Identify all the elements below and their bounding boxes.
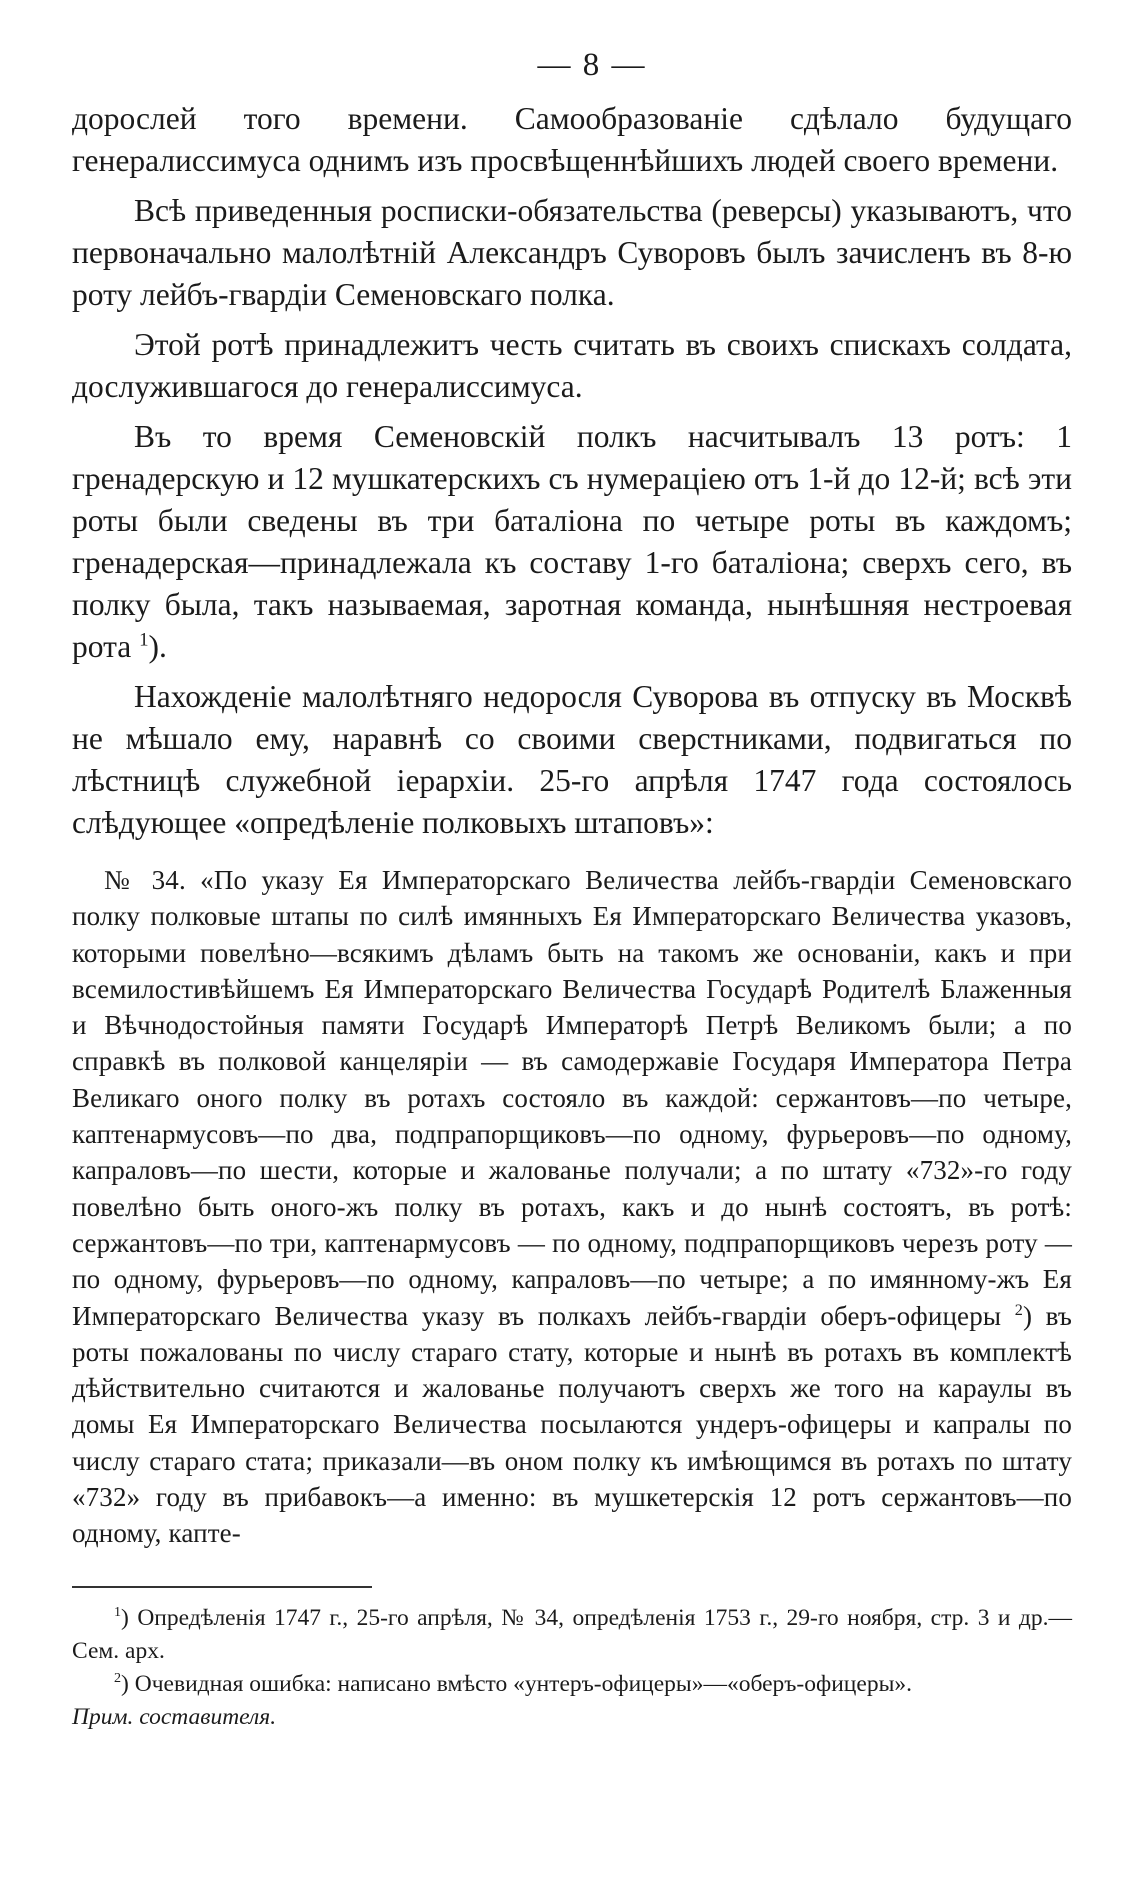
- footnote-2-text: ) Очевидная ошибка: написано вмѣсто «унтеръ-офицеры»—«оберъ-офицеры».: [121, 1670, 912, 1697]
- footnote-ref-1-close: ).: [148, 629, 167, 664]
- footnote-1-text: ) Опредѣленія 1747 г., 25-го апрѣля, № 34, опредѣленія 1753 г., 29-го ноября, стр. 3 и др.—Сем. арх.: [72, 1604, 1072, 1664]
- paragraph-2: Всѣ приведенныя росписки-обязательства (реверсы) указываютъ, что первоначально малолѣтній Александръ Суворовъ былъ зачисленъ въ 8-ю роту лейбъ-гвардіи Семеновскаго полка.: [72, 193, 1072, 312]
- quote-text-part-1: № 34. «По указу Ея Императорскаго Величества лейбъ-гвардіи Семеновскаго полку полковые штапы по силѣ имянныхъ Ея Императорскаго Величества указовъ, которыми повелѣно—всякимъ дѣламъ быть на такомъ же основаніи, какъ и при всемилостивѣйшемъ Ея Императорскаго Величества Государѣ Родителѣ Блаженныя и Вѣчнодостойныя памяти Государѣ Императорѣ Петрѣ Великомъ были; а по справкѣ въ полковой канцеляріи — въ самодержавіе Государя Императора Петра Великаго оного полку въ ротахъ состояло въ каждой: сержантовъ—по четыре, каптенармусовъ—по два, подпрапорщиковъ—по одному, фурьеровъ—по одному, капраловъ—по шести, которые и жалованье получали; а по штату «732»-го году повелѣно быть оного-жъ полку въ ротахъ, какъ и до нынѣ состоятъ, въ ротѣ: сержантовъ—по три, каптенармусовъ — по одному, подпрапорщиковъ черезъ роту — по одному, фурьеровъ—по одному, капраловъ—по четыре; а по имянному-жъ Ея Императорскаго Величества указу въ полкахъ лейбъ-гвардіи оберъ-офицеры: [72, 865, 1072, 1331]
- footnote-2-mark: 2: [114, 1669, 122, 1686]
- footnotes: [72, 1602, 1072, 1734]
- footnote-1: [72, 1602, 1072, 1668]
- main-text: [72, 98, 1072, 844]
- footnote-1-mark: 1: [114, 1603, 122, 1620]
- footnote-ref-1: 1: [139, 629, 149, 651]
- quote-text: № 34. «По указу Ея Императорскаго Величества лейбъ-гвардіи Семеновскаго полку полковые штапы по силѣ имянныхъ Ея Императорскаго Величества указовъ, которыми повелѣно—всякимъ дѣламъ быть на такомъ же основаніи, какъ и при всемилостивѣйшемъ Ея Императорскаго Величества Государѣ Родителѣ Блаженныя и Вѣчнодостойныя памяти Государѣ Императорѣ Петрѣ Великомъ были; а по справкѣ въ полковой канцеляріи — въ самодержавіе Государя Императора Петра Великаго оного полку въ ротахъ состояло въ каждой: сержантовъ—по четыре, каптенармусовъ—по два, подпрапорщиковъ—по одному, фурьеровъ—по одному, капраловъ—по шести, которые и жалованье получали; а по штату «732»-го году повелѣно быть оного-жъ полку въ ротахъ, какъ и до нынѣ состоятъ, въ ротѣ: сержантовъ—по три, каптенармусовъ — по одному, подпрапорщиковъ черезъ роту — по одному, фурьеровъ—по одному, капраловъ—по четыре; а по имянному-жъ Ея Императорскаго Величества указу въ полкахъ лейбъ-гвардіи оберъ-офицеры $^2$) въ роты пожалованы по числу стараго стату, которые и нынѣ въ ротахъ въ комплектѣ дѣйствительно считаются и жалованье получаютъ сверхъ же того на караулы въ домы Ея Императорскаго Величества посылаются ундеръ-офицеры и капралы по числу стараго стата; приказали—въ оном полку къ имѣющимся въ ротахъ по штату «732» году въ прибавокъ—а именно: въ мушкетерскія 12 ротъ сержантовъ—по одному, капте-: [72, 865, 1072, 1549]
- paragraph-4: [72, 416, 1072, 668]
- quoted-document: [72, 862, 1072, 1552]
- paragraph-5: Нахожденіе малолѣтняго недоросля Суворова въ отпуску въ Москвѣ не мѣшало ему, наравнѣ со своими сверстниками, подвигаться по лѣстницѣ служебной іерархіи. 25-го апрѣля 1747 года состоялось слѣдующее «опредѣленіе полковыхъ штаповъ»:: [72, 679, 1072, 840]
- page-number: — 8 —: [537, 47, 647, 83]
- footnote-2: [72, 1668, 1072, 1701]
- quote-text-part-2: въ роты пожалованы по числу стараго стату, которые и нынѣ въ ротахъ въ комплектѣ дѣйствительно считаются и жалованье получаютъ сверхъ же того на караулы въ домы Ея Императорскаго Величества посылаются ундеръ-офицеры и капралы по числу стараго стата; приказали—въ оном полку къ имѣющимся въ ротахъ по штату «732» году въ прибавокъ—а именно: въ мушкетерскія 12 ротъ сержантовъ—по одному, капте-: [72, 1300, 1072, 1549]
- paragraph-3: Этой ротѣ принадлежитъ честь считать въ своихъ спискахъ солдата, дослужившагося до генералиссимуса.: [72, 327, 1072, 404]
- paragraph-1: дорослей того времени. Самообразованіе сдѣлало будущаго генералиссимуса однимъ изъ просвѣщеннѣйшихъ людей своего времени.: [72, 101, 1072, 178]
- footnote-divider: [72, 1586, 372, 1588]
- footnote-ref-2: 2: [1014, 1300, 1023, 1319]
- paragraph-4-text: Въ то время Семеновскій полкъ насчитывалъ 13 ротъ: 1 гренадерскую и 12 мушкатерскихъ съ нумераціею отъ 1-й до 12-й; всѣ эти роты были сведены въ три баталіона по четыре роты въ каждомъ; гренадерская—принадлежала къ составу 1-го баталіона; сверхъ сего, въ полку была, такъ называемая, заротная команда, нынѣшняя нестроевая рота: [72, 419, 1072, 664]
- document-page: [72, 40, 1072, 1734]
- footnote-signature: Прим. составителя.: [72, 1703, 277, 1730]
